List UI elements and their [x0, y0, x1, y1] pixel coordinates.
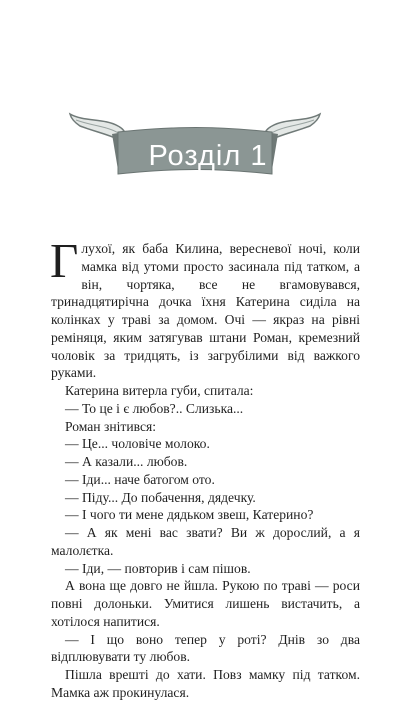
paragraph: — Іди, — повторив і сам пішов.	[65, 560, 251, 576]
paragraph: — Іди... наче батогом ото.	[65, 471, 215, 487]
paragraph: — А як мені вас звати? Ви ж дорослий, а я малолєтка.	[51, 525, 360, 558]
paragraph: — То це і є любов?.. Слизька...	[65, 400, 244, 416]
paragraph: — І чого ти мене дядьком звеш, Катерино?	[65, 507, 314, 523]
paragraph: Роман знітився:	[65, 418, 157, 434]
paragraph: А вона ще довго не йшла. Рукою по траві — роси повні долоньки. Умитися лишень вистачить, а хотілося напитися.	[51, 578, 360, 629]
paragraph	[50, 233, 360, 382]
paragraph: — І що воно тепер у роті? Днів зо два відплювувати ту любов.	[51, 631, 360, 665]
chapter-text	[50, 233, 360, 702]
paragraph: — Це... чоловіче молоко.	[65, 436, 210, 452]
paragraph: Пішла врешті до хати. Повз мамку під татком. Мамка аж прокинулася.	[51, 667, 360, 700]
paragraph: Катерина витерла губи, спитала:	[65, 383, 254, 398]
chapter-title: Розділ 1	[148, 140, 268, 172]
paragraph: — Піду... До побачення, дядечку.	[65, 489, 256, 505]
paragraph-text: лухої, як баба Килина, вересневої ночі, коли мамка від утоми просто засинала під татком, а він, чортяка, все не вгамовувався, тринадцятирічна дочка їхня Катерина сиділа на колінках у траві за домом. Очі — якраз на рівні реміняця, яким затягував штани Роман, кремезний чоловік за тридцять, із загрубілими від важкого руками.	[51, 241, 360, 381]
paragraph: — А казали... любов.	[65, 454, 188, 469]
drop-cap: Г	[50, 233, 79, 288]
